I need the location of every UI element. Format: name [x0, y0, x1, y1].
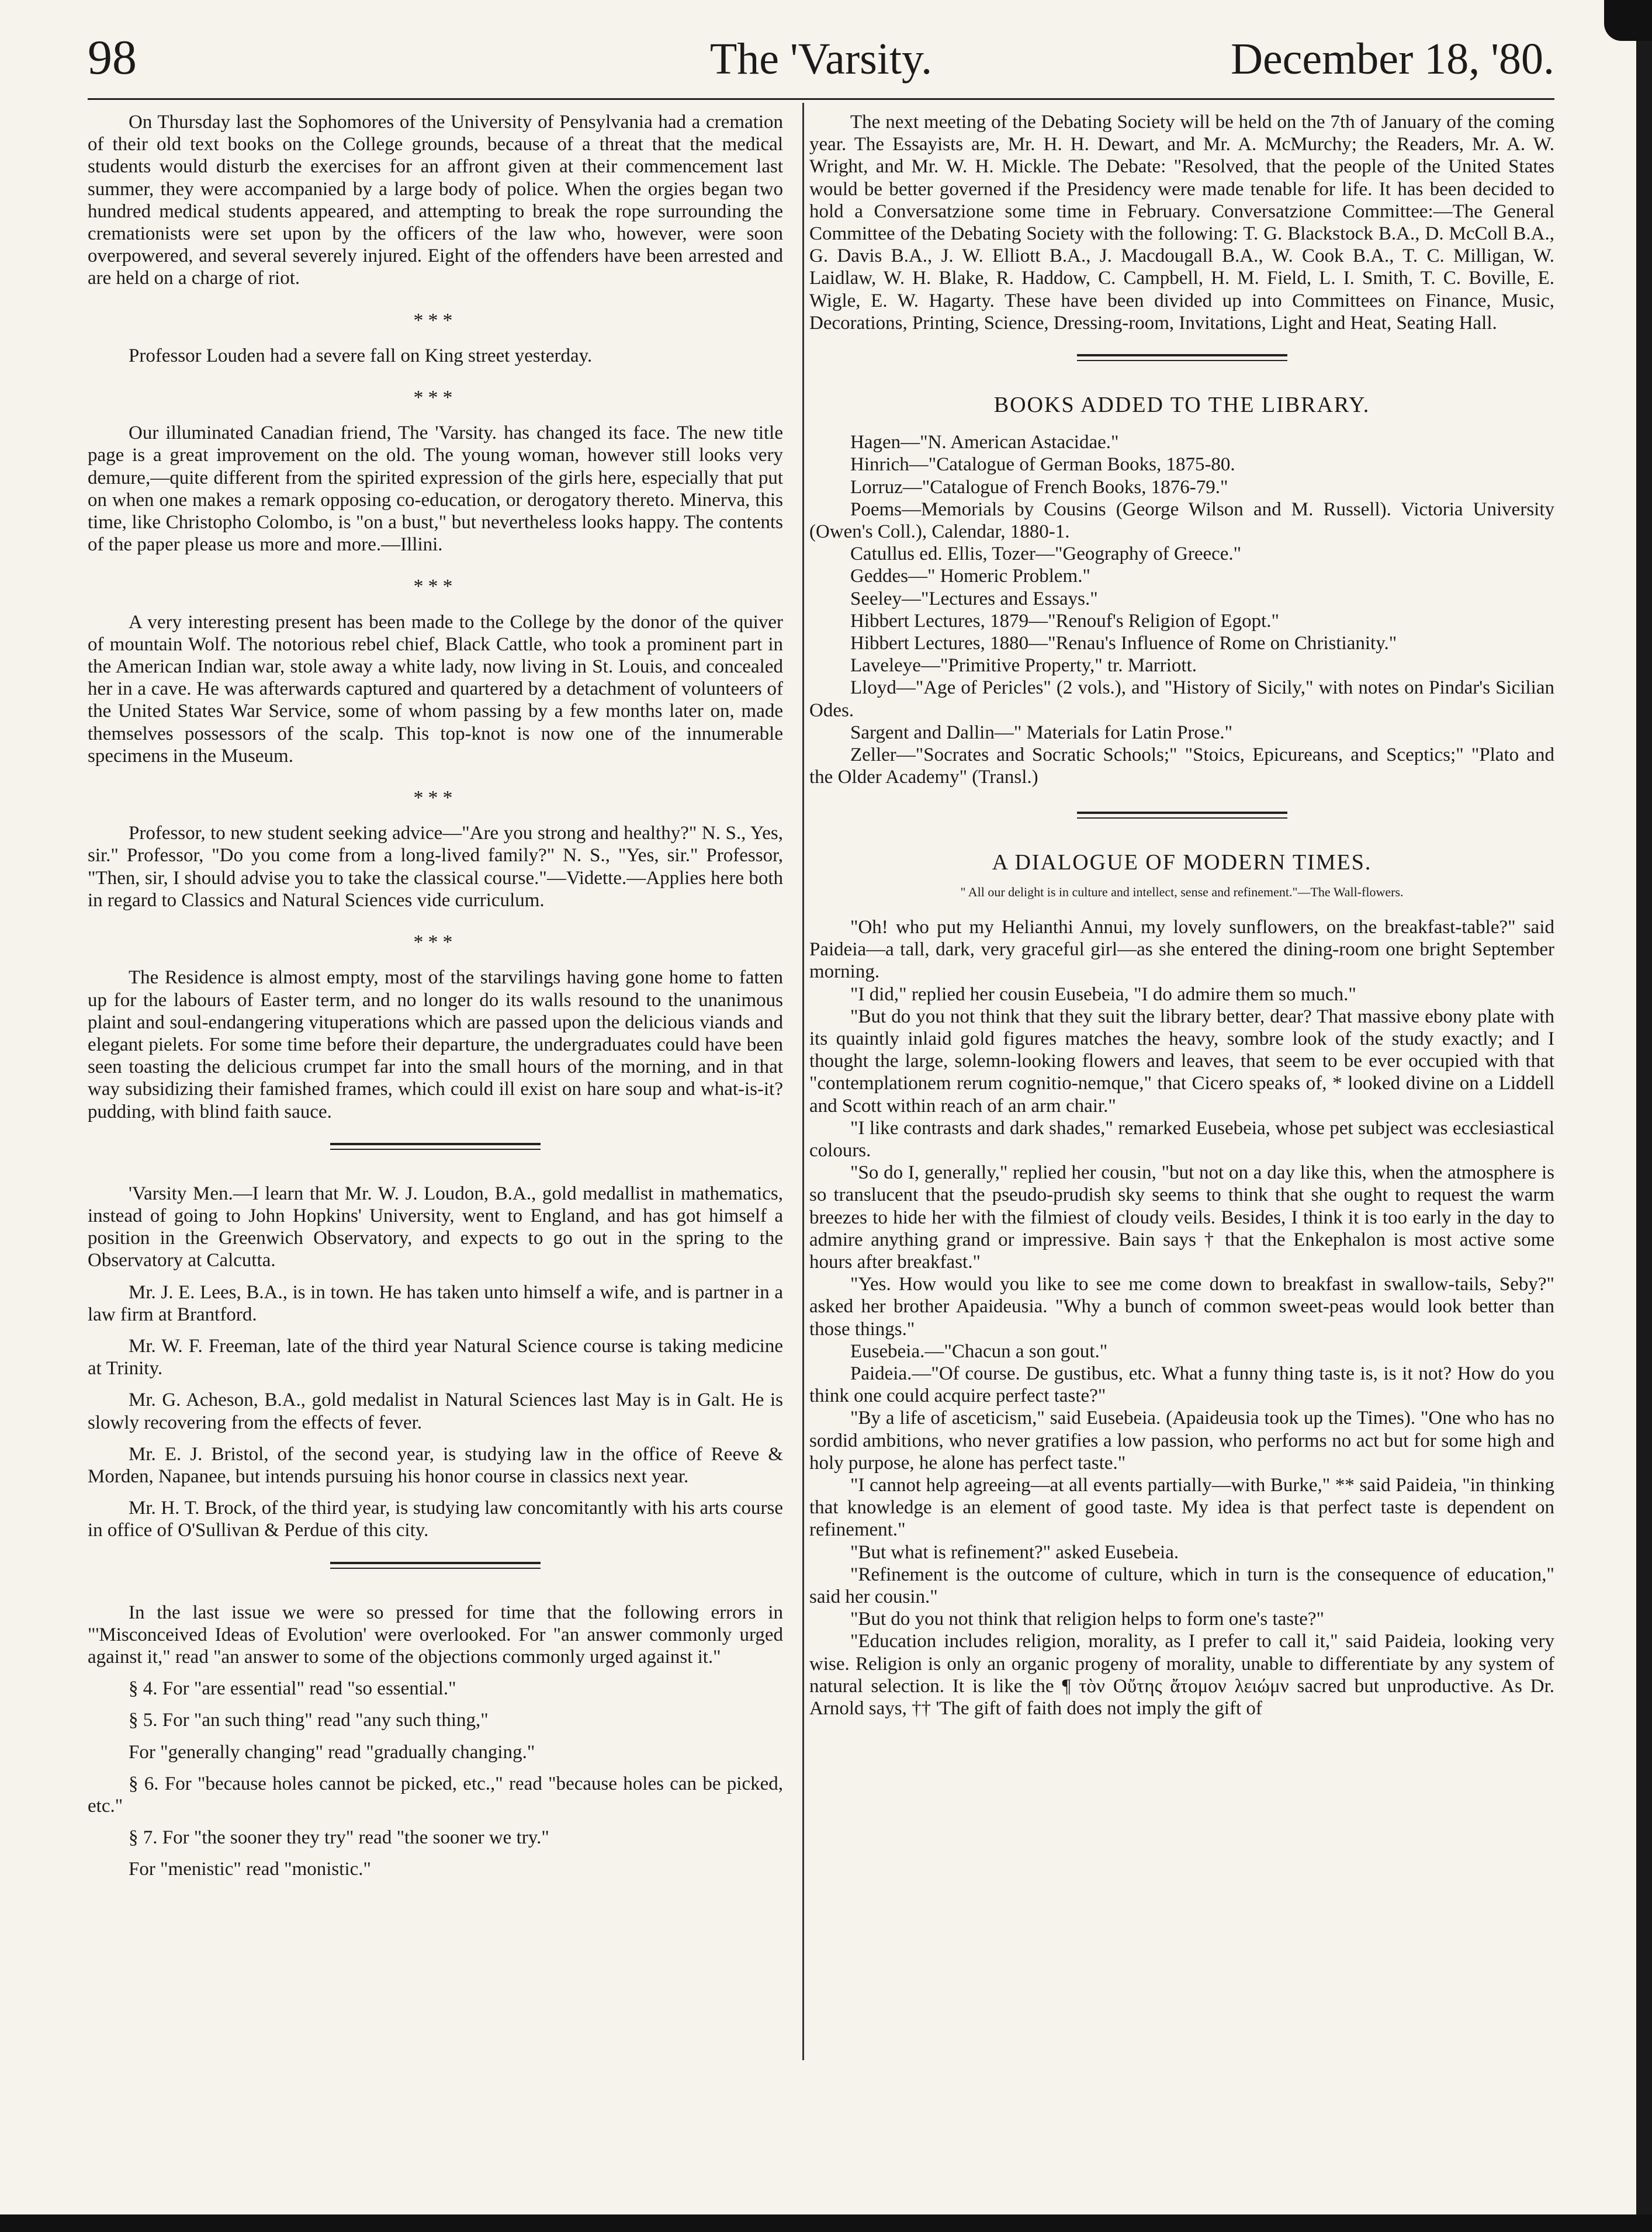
varsity-men-freeman: Mr. W. F. Freeman, late of the third year Natural Science course is taking medicine at Trinity. [88, 1335, 783, 1380]
dialogue-paragraph: "But what is refinement?" asked Eusebeia. [850, 1541, 1179, 1563]
section-rule [330, 1562, 541, 1569]
book-entry: Hibbert Lectures, 1880—"Renau's Influence of Rome on Christianity." [850, 633, 1397, 654]
book-entry: Hibbert Lectures, 1879—"Renouf's Religion of Egopt." [850, 610, 1280, 632]
dialogue-paragraph: "Refinement is the outcome of culture, which in turn is the consequence of education," said her cousin." [809, 1564, 1554, 1607]
section-asterism: *** [413, 309, 458, 331]
books-heading: BOOKS ADDED TO THE LIBRARY. [993, 393, 1370, 418]
section-asterism: *** [413, 576, 458, 598]
book-entry: Lorruz—"Catalogue of French Books, 1876-79." [850, 476, 1228, 498]
section-asterism: *** [413, 387, 458, 409]
article-museum-present: A very interesting present has been made to the College by the donor of the quiver of mountain Wolf. The notorious rebel chief, Black Cattle, who took a prominent part in the American Indian war, stole away a white lady, now living in St. Louis, and concealed her in a cave. He was afterwards captured and quartered by a detachment of volunteers of the United States War Service, some of whom passing by a few months later on, made themselves possessors of the scalp. This top-knot is now one of the innumerable specimens in the Museum. [88, 611, 783, 767]
book-entry: Hagen—"N. American Astacidae." [850, 432, 1119, 453]
dialogue-paragraph: "But do you not think that religion helps to form one's taste?" [850, 1609, 1325, 1630]
book-entry: Hinrich—"Catalogue of German Books, 1875-80. [850, 454, 1235, 476]
dialogue-paragraph: "Oh! who put my Helianthi Annui, my lovely sunflowers, on the breakfast-table?" said Paideia—a tall, dark, very graceful girl—as she entered the dining-room one bright September morning. [809, 916, 1554, 983]
dialogue-paragraph: "I cannot help agreeing—at all events partially—with Burke," ** said Paideia, "in thinking that knowledge is an element of good taste. My idea is that perfect taste is dependent on refinement." [809, 1474, 1554, 1541]
dialogue-heading: A DIALOGUE OF MODERN TIMES. [992, 850, 1372, 875]
scan-bottom-edge [0, 2214, 1652, 2232]
scan-corner [1604, 0, 1652, 41]
varsity-men-loudon: 'Varsity Men.—I learn that Mr. W. J. Loudon, B.A., gold medallist in mathematics, instead of going to John Hopkins' University, went to England, and has got himself a position in the Greenwich Observatory, and expects to go out in the spring to the Observatory at Calcutta. [88, 1183, 783, 1271]
dialogue-epigraph: " All our delight is in culture and intellect, sense and refinement."—The Wall-flowers. [960, 884, 1404, 899]
dialogue-paragraph: Eusebeia.—"Chacun a son gout." [850, 1340, 1108, 1362]
section-asterism: *** [413, 787, 458, 809]
errata-item: For "generally changing" read "gradually changing." [129, 1741, 535, 1763]
varsity-men-lees: Mr. J. E. Lees, B.A., is in town. He has taken unto himself a wife, and is partner in a law firm at Brantford. [88, 1281, 783, 1325]
book-entry: Sargent and Dallin—" Materials for Latin Prose." [850, 722, 1233, 743]
book-entry: Laveleye—"Primitive Property," tr. Marriott. [850, 655, 1197, 677]
dialogue-paragraph: "But do you not think that they suit the library better, dear? That massive ebony plate with its quaintly inlaid gold figures matches the heavy, sombre look of the study exactly; and I thought the large, solemn-looking flowers and leaves, that seem to be ever occupied with that "contemplationem rerum cognitio-nemque," that Cicero speaks of, * looked divine on a Liddell and Scott within reach of an arm chair." [809, 1006, 1554, 1117]
book-entry: Poems—Memorials by Cousins (George Wilson and M. Russell). Victoria University (Owen's Coll.), Calendar, 1880-1. [809, 498, 1554, 543]
dialogue-paragraph: "So do I, generally," replied her cousin, "but not on a day like this, when the atmosphere is so translucent that the pseudo-prudish sky seems to think that she ought to request the warm breezes to hide her with the filmiest of cloudy veils. Besides, I think it is too early in the day to admire anything grand or impressive. Bain says † that the Enkephalon is most active some hours after breakfast." [809, 1162, 1554, 1273]
book-entry: Catullus ed. Ellis, Tozer—"Geography of Greece." [850, 543, 1242, 565]
dialogue-paragraph: "Education includes religion, morality, as I prefer to call it," said Paideia, looking very wise. Religion is only an organic progeny of morality, unable to differentiate by any system of natural selection. It is like the ¶ τὸν Οὔτης ἄτομον λειώμν sacred but unproductive. As Dr. Arnold says, †† 'The gift of faith does not imply the gift of [809, 1631, 1554, 1719]
errata-item: § 7. For "the sooner they try" read "the sooner we try." [129, 1827, 549, 1849]
dialogue-paragraph: "By a life of asceticism," said Eusebeia. (Apaideusia took up the Times). "One who has no sordid ambitions, who never gratifies a low passion, who performs no act but for some high and holy purpose, he alone has perfect taste." [809, 1408, 1554, 1474]
errata-intro: In the last issue we were so pressed for time that the following errors in "'Misconceived Ideas of Evolution' were overlooked. For "an answer commonly urged against it," read "an answer to some of the objections commonly urged against it." [88, 1602, 783, 1668]
errata-item: § 5. For "an such thing" read "any such thing," [129, 1710, 489, 1731]
varsity-men-acheson: Mr. G. Acheson, B.A., gold medalist in Natural Sciences last May is in Galt. He is slowly recovering from the effects of fever. [88, 1389, 783, 1433]
left-column [88, 111, 783, 1890]
section-rule [1077, 812, 1287, 819]
varsity-men-brock: Mr. H. T. Brock, of the third year, is studying law concomitantly with his arts course in office of O'Sullivan & Perdue of this city. [88, 1498, 783, 1541]
book-entry: Zeller—"Socrates and Socratic Schools;" "Stoics, Epicureans, and Sceptics;" "Plato and the Older Academy" (Transl.) [809, 744, 1554, 788]
masthead-title: The 'Varsity. [709, 34, 933, 84]
right-column [809, 111, 1554, 1720]
debating-society-notice: The next meeting of the Debating Society will be held on the 7th of January of the coming year. The Essayists are, Mr. H. H. Dewart, and Mr. A. McMurchy; the Readers, Mr. A. W. Wright, and Mr. W. H. Mickle. The Debate: "Resolved, that the people of the United States would be better governed if the Presidency were made tenable for life. It has been decided to hold a Conversatzione some time in February. Conversatzione Committee:—The General Committee of the Debating Society with the following: T. G. Blackstock B.A., D. McColl B.A., G. Davis B.A., J. W. Elliott B.A., J. Macdougall B.A., W. Cook B.A., T. C. Milligan, W. Laidlaw, W. H. Blake, R. Haddow, C. Campbell, H. M. Field, L. I. Smith, T. C. Boville, E. Wigle, E. W. Hagarty. These have been divided up into Committees on Finance, Music, Decorations, Printing, Science, Dressing-room, Invitations, Light and Heat, Seating Hall. [809, 112, 1554, 334]
article-cremation: On Thursday last the Sophomores of the University of Pensylvania had a cremation of their old text books on the College grounds, because of a threat that the medical students would disturb the exercises for an affront given at their commencement last summer, they were accompanied by a large body of police. When the orgies began two hundred medical students appeared, and attempting to break the rope surrounding the cremationists were set upon by the officers of the law who, however, were soon overpowered, and several severely injured. Eight of the offenders have been arrested and are held on a charge of riot. [88, 112, 783, 289]
section-rule [330, 1143, 541, 1150]
page-header [88, 23, 1554, 99]
column-divider [802, 103, 804, 2060]
section-rule [1077, 354, 1287, 361]
dialogue-paragraph: "I did," replied her cousin Eusebeia, "I do admire them so much." [850, 983, 1356, 1005]
book-entry: Seeley—"Lectures and Essays." [850, 588, 1098, 609]
article-professor-advice: Professor, to new student seeking advice—"Are you strong and healthy?" N. S., Yes, sir." Professor, "Do you come from a long-lived family?" N. S., "Yes, sir." Professor, "Then, sir, I should advise you to take the classical course."—Vidette.—Applies here both in regard to Classics and Natural Sciences vide curriculum. [88, 823, 783, 911]
dialogue-paragraph: "I like contrasts and dark shades," remarked Eusebeia, whose pet subject was ecclesiastical colours. [809, 1117, 1554, 1161]
page-number: 98 [88, 30, 137, 85]
book-entry: Geddes—" Homeric Problem." [850, 566, 1090, 587]
book-entry: Lloyd—"Age of Pericles" (2 vols.), and "History of Sicily," with notes on Pindar's Sicilian Odes. [809, 677, 1554, 721]
article-illini-quote: Our illuminated Canadian friend, The 'Varsity. has changed its face. The new title page is a great improvement on the old. The young woman, however still looks very demure,—quite different from the spirited expression of the girls here, especially that put on when one makes a remark opposing co-education, or derogatory thereto. Minerva, this time, like Christopho Colombo, is "on a bust," but nevertheless looks happy. The contents of the paper please us more and more.—Illini. [88, 422, 783, 556]
dialogue-paragraph: Paideia.—"Of course. De gustibus, etc. What a funny thing taste is, is it not? How do you think one could acquire perfect taste?" [809, 1363, 1554, 1407]
varsity-men-bristol: Mr. E. J. Bristol, of the second year, is studying law in the office of Reeve & Morden, Napanee, but intends pursuing his honor course in classics next year. [88, 1443, 783, 1487]
dialogue-paragraph: "Yes. How would you like to see me come down to breakfast in swallow-tails, Seby?" asked her brother Apaideusia. "Why a bunch of common sweet-peas would look better than those things." [809, 1274, 1554, 1340]
header-rule [88, 98, 1554, 100]
errata-item: For "menistic" read "monistic." [129, 1859, 371, 1880]
article-residence: The Residence is almost empty, most of the starvilings having gone home to fatten up for the labours of Easter term, and no longer do its walls resound to the unanimous plaint and soul-endangering vituperations which are passed upon the delicious viands and elegant pielets. For some time before their departure, the undergraduates could have been seen toasting the delicious crumpet far into the small hours of the morning, and in that way subsidizing their famished frames, which could ill exist on hare soup and what-is-it? pudding, with blind faith sauce. [88, 967, 783, 1122]
errata-item: § 6. For "because holes cannot be picked, etc.," read "because holes can be picked, etc." [88, 1773, 783, 1817]
errata-item: § 4. For "are essential" read "so essential." [129, 1678, 456, 1700]
issue-date: December 18, '80. [1231, 34, 1554, 84]
scan-edge [1636, 0, 1652, 2232]
article-louden-fall: Professor Louden had a severe fall on King street yesterday. [129, 345, 593, 366]
section-asterism: *** [413, 931, 458, 954]
